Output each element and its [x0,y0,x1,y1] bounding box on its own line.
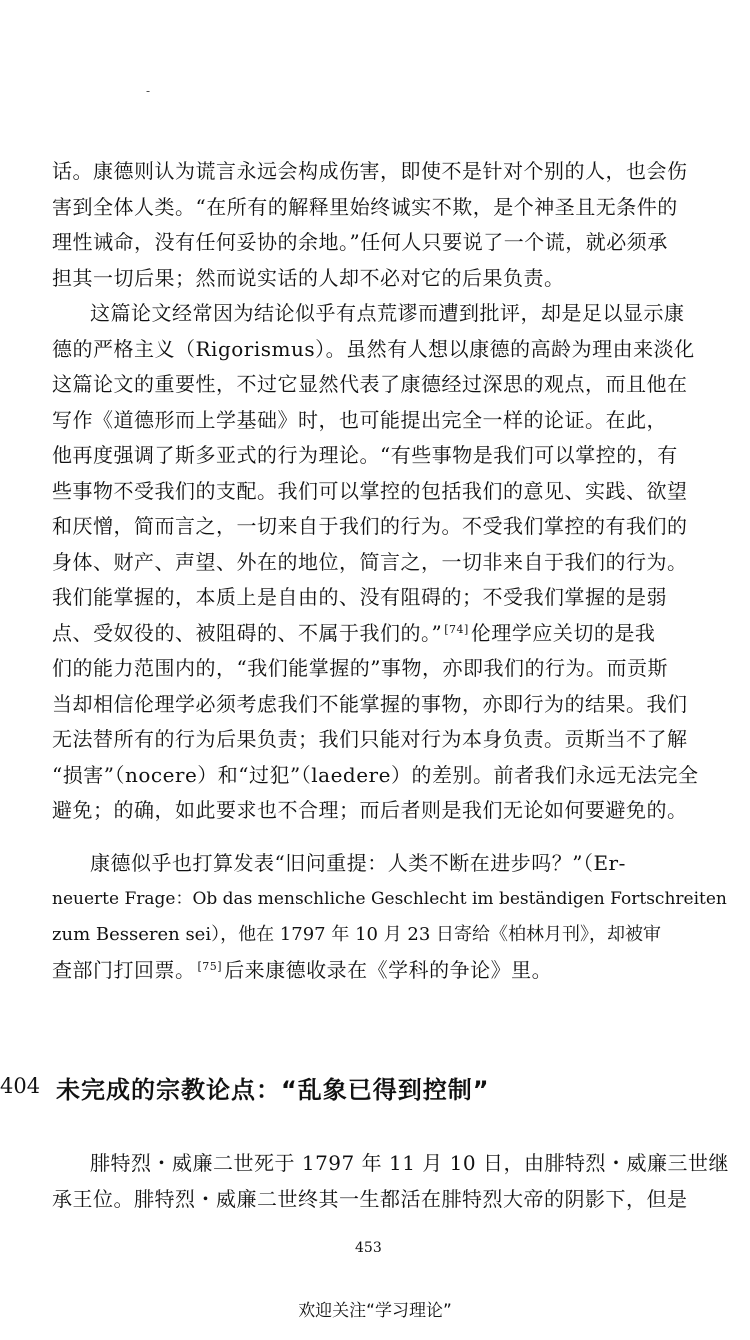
text-line: 腓特烈・威廉二世死于 1797 年 11 月 10 日，由腓特烈・威廉三世继 [90,1151,729,1175]
text-line: 我们能掌握的，本质上是自由的、没有阻碍的；不受我们掌握的是弱 [52,585,667,609]
text-line: 们的能力范围内的，“我们能掌握的”事物，亦即我们的行为。而贡斯 [52,656,668,680]
text-line: neuerte Frage：Ob das menschliche Geschlecht im beständigen Fortschreiten [52,888,727,909]
text-line: 和厌憎，简而言之，一切来自于我们的行为。不受我们掌控的有我们的 [52,514,688,538]
text-line: 写作《道德形而上学基础》时，也可能提出完全一样的论证。在此， [52,407,667,432]
margin-page-number: 404 [0,1074,41,1098]
text-line: 这篇论文的重要性，不过它显然代表了康德经过深思的观点，而且他在 [52,372,688,396]
text-line: 这篇论文经常因为结论似乎有点荒谬而遭到批评，却是足以显示康 [90,301,685,325]
text-line: 担其一切后果；然而说实话的人却不必对它的后果负责。 [52,265,565,290]
text-segment: 伦理学应关切的是我 [470,620,656,645]
footnote-ref-75[interactable]: [75] [197,959,223,973]
text-segment: 查部门打回票。 [52,957,196,982]
text-segment: 后来康德收录在《学科的争论》里。 [224,957,553,982]
text-segment: 点、受奴役的、被阻碍的、不属于我们的。” [52,620,443,645]
footnote-ref-74[interactable]: [74] [444,622,469,636]
text-line: 害到全体人类。“在所有的解释里始终诚实不欺，是个神圣且无条件的 [52,194,678,219]
text-line: 理性诫命，没有任何妥协的余地。”任何人只要说了一个谎，就必须承 [52,230,668,254]
text-line: 无法替所有的行为后果负责；我们只能对行为本身负责。贡斯当不了解 [52,727,688,751]
text-line: 康德似乎也打算发表“旧问重提：人类不断在进步吗？”（Er- [90,851,626,875]
text-line: 避免；的确，如此要求也不合理；而后者则是我们无论如何要避免的。 [52,798,688,822]
stray-mark: - [146,84,151,98]
text-line: 他再度强调了斯多亚式的行为理论。“有些事物是我们可以掌控的，有 [52,443,678,467]
text-line: 德的严格主义（Rigorismus）。虽然有人想以康德的高龄为理由来淡化 [52,336,695,361]
text-line: 当却相信伦理学必须考虑我们不能掌握的事物，亦即行为的结果。我们 [52,691,688,716]
text-line: “损害”（nocere）和“过犯”（laedere）的差别。前者我们永远无法完全 [52,762,699,787]
text-line: 身体、财产、声望、外在的地位，简言之，一切非来自于我们的行为。 [52,549,688,574]
text-line: 些事物不受我们的支配。我们可以掌控的包括我们的意见、实践、欲望 [52,478,688,503]
text-line: zum Besseren sei），他在 1797 年 10 月 23 日寄给《柏林月刊》，却被审 [52,924,662,945]
text-line [52,953,677,989]
section-paragraph [52,1146,729,1217]
text-line: 话。康德则认为谎言永远会构成伤害，即使不是针对个别的人，也会伤 [52,159,688,183]
paragraph-2 [52,296,699,829]
text-line: 承王位。腓特烈・威廉二世终其一生都活在腓特烈大帝的阴影下，但是 [52,1186,688,1211]
paragraph-1 [52,154,688,296]
footer-note: 欢迎关注“学习理论” [298,1301,452,1321]
paragraph-3 [52,846,727,988]
text-line [52,616,677,652]
page-number: 453 [355,1240,382,1256]
section-title: 未完成的宗教论点：“乱象已得到控制” [56,1076,490,1104]
